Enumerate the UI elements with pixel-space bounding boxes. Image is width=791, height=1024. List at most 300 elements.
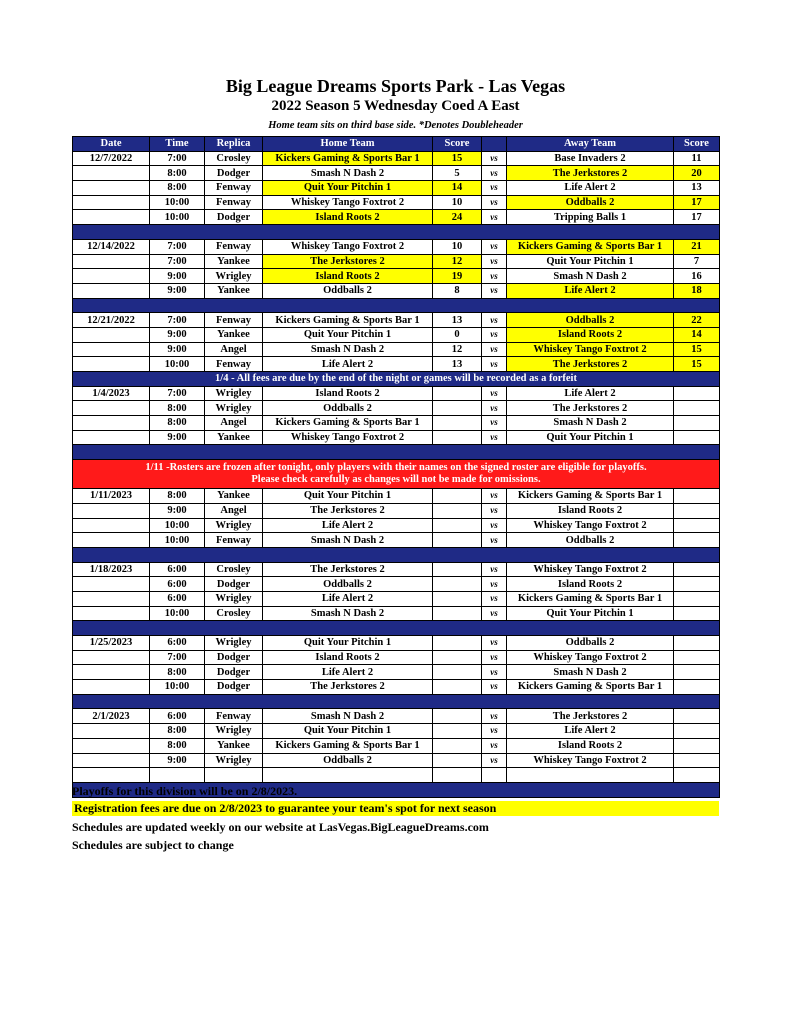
home-team: Oddballs 2	[263, 753, 433, 768]
game-row	[73, 503, 720, 518]
game-time: 10:00	[150, 518, 205, 533]
home-score	[433, 489, 482, 504]
game-replica-field: Fenway	[205, 357, 263, 372]
away-team: Smash N Dash 2	[507, 416, 674, 431]
game-replica-field: Fenway	[205, 181, 263, 196]
home-team: Kickers Gaming & Sports Bar 1	[263, 151, 433, 166]
away-team: Island Roots 2	[507, 738, 674, 753]
game-date	[73, 254, 150, 269]
home-team: Quit Your Pitchin 1	[263, 636, 433, 651]
away-score	[674, 591, 720, 606]
away-score	[674, 650, 720, 665]
home-score	[433, 650, 482, 665]
game-time: 8:00	[150, 724, 205, 739]
game-replica-field: Wrigley	[205, 401, 263, 416]
away-score: 18	[674, 283, 720, 298]
game-replica-field: Angel	[205, 342, 263, 357]
game-replica-field: Fenway	[205, 239, 263, 254]
game-replica-field: Fenway	[205, 195, 263, 210]
away-score	[674, 636, 720, 651]
away-score: 16	[674, 269, 720, 284]
separator-row	[73, 547, 720, 562]
game-time: 10:00	[150, 195, 205, 210]
game-row	[73, 210, 720, 225]
header-vs	[482, 137, 507, 152]
game-time: 9:00	[150, 430, 205, 445]
home-score	[433, 386, 482, 401]
home-team: Whiskey Tango Foxtrot 2	[263, 430, 433, 445]
game-row	[73, 768, 720, 783]
away-team: Tripping Balls 1	[507, 210, 674, 225]
away-score	[674, 665, 720, 680]
away-score	[674, 709, 720, 724]
away-team: The Jerkstores 2	[507, 357, 674, 372]
game-time: 6:00	[150, 577, 205, 592]
vs-label: vs	[482, 665, 507, 680]
game-date	[73, 342, 150, 357]
game-date	[73, 327, 150, 342]
game-replica-field: Dodger	[205, 577, 263, 592]
home-team: Smash N Dash 2	[263, 342, 433, 357]
game-time: 7:00	[150, 386, 205, 401]
game-row	[73, 591, 720, 606]
game-replica-field: Dodger	[205, 665, 263, 680]
game-date: 1/18/2023	[73, 562, 150, 577]
game-time: 6:00	[150, 709, 205, 724]
home-score: 14	[433, 181, 482, 196]
away-score	[674, 738, 720, 753]
vs-label: vs	[482, 181, 507, 196]
roster-notice	[73, 460, 720, 489]
home-score	[433, 518, 482, 533]
game-time: 9:00	[150, 327, 205, 342]
game-time: 7:00	[150, 239, 205, 254]
home-score	[433, 591, 482, 606]
vs-label: vs	[482, 269, 507, 284]
away-team: Base Invaders 2	[507, 151, 674, 166]
home-score	[433, 768, 482, 783]
vs-label: vs	[482, 254, 507, 269]
away-score	[674, 416, 720, 431]
away-score	[674, 401, 720, 416]
game-replica-field: Dodger	[205, 650, 263, 665]
away-score: 7	[674, 254, 720, 269]
away-team: Island Roots 2	[507, 503, 674, 518]
website-note: Schedules are updated weekly on our website at LasVegas.BigLeagueDreams.com	[72, 820, 489, 834]
vs-label: vs	[482, 430, 507, 445]
game-replica-field	[205, 768, 263, 783]
header-away-score: Score	[674, 137, 720, 152]
vs-label: vs	[482, 533, 507, 548]
game-date: 12/21/2022	[73, 313, 150, 328]
game-time: 9:00	[150, 503, 205, 518]
game-time: 9:00	[150, 753, 205, 768]
away-score: 21	[674, 239, 720, 254]
home-score: 0	[433, 327, 482, 342]
game-date: 1/4/2023	[73, 386, 150, 401]
page-subtitle: 2022 Season 5 Wednesday Coed A East	[271, 98, 520, 114]
away-score: 17	[674, 210, 720, 225]
fee-notice: 1/4 - All fees are due by the end of the night or games will be recorded as a forfeit	[73, 372, 720, 387]
game-row	[73, 151, 720, 166]
home-score: 15	[433, 151, 482, 166]
game-date: 12/7/2022	[73, 151, 150, 166]
game-time: 8:00	[150, 738, 205, 753]
home-score: 13	[433, 357, 482, 372]
away-team: Smash N Dash 2	[507, 269, 674, 284]
game-replica-field: Angel	[205, 503, 263, 518]
away-score: 15	[674, 357, 720, 372]
game-time: 7:00	[150, 151, 205, 166]
away-score	[674, 680, 720, 695]
game-time: 8:00	[150, 665, 205, 680]
away-team: Life Alert 2	[507, 181, 674, 196]
fee-notice-row	[73, 372, 720, 387]
game-time: 7:00	[150, 254, 205, 269]
game-replica-field: Fenway	[205, 313, 263, 328]
game-replica-field: Crosley	[205, 606, 263, 621]
away-team: Whiskey Tango Foxtrot 2	[507, 342, 674, 357]
separator-cell	[73, 621, 720, 636]
vs-label: vs	[482, 416, 507, 431]
header-replica: Replica	[205, 137, 263, 152]
vs-label: vs	[482, 636, 507, 651]
game-time: 8:00	[150, 401, 205, 416]
home-team: Smash N Dash 2	[263, 166, 433, 181]
game-replica-field: Fenway	[205, 709, 263, 724]
vs-label: vs	[482, 283, 507, 298]
home-score: 8	[433, 283, 482, 298]
separator-row	[73, 445, 720, 460]
home-score	[433, 503, 482, 518]
vs-label: vs	[482, 577, 507, 592]
game-replica-field: Fenway	[205, 533, 263, 548]
game-replica-field: Yankee	[205, 327, 263, 342]
game-date	[73, 430, 150, 445]
game-row	[73, 680, 720, 695]
game-row	[73, 195, 720, 210]
home-score: 12	[433, 342, 482, 357]
game-time: 10:00	[150, 680, 205, 695]
away-score	[674, 606, 720, 621]
game-row	[73, 518, 720, 533]
home-score	[433, 533, 482, 548]
vs-label: vs	[482, 591, 507, 606]
game-row	[73, 166, 720, 181]
home-team: Whiskey Tango Foxtrot 2	[263, 239, 433, 254]
game-replica-field: Wrigley	[205, 386, 263, 401]
game-time: 6:00	[150, 636, 205, 651]
vs-label: vs	[482, 518, 507, 533]
header-home-team: Home Team	[263, 137, 433, 152]
roster-notice-line-2: Please check carefully as changes will not be made for omissions.	[251, 474, 541, 486]
home-team: Quit Your Pitchin 1	[263, 489, 433, 504]
away-score	[674, 724, 720, 739]
registration-note: Registration fees are due on 2/8/2023 to guarantee your team's spot for next season	[72, 801, 719, 816]
game-date	[73, 753, 150, 768]
game-replica-field: Angel	[205, 416, 263, 431]
away-team: Quit Your Pitchin 1	[507, 430, 674, 445]
game-date: 2/1/2023	[73, 709, 150, 724]
change-note: Schedules are subject to change	[72, 838, 234, 852]
vs-label: vs	[482, 680, 507, 695]
game-date	[73, 724, 150, 739]
home-team: Life Alert 2	[263, 665, 433, 680]
game-time: 8:00	[150, 489, 205, 504]
game-time: 10:00	[150, 533, 205, 548]
vs-label: vs	[482, 151, 507, 166]
away-score: 11	[674, 151, 720, 166]
table-header-row	[73, 137, 720, 152]
separator-row	[73, 225, 720, 240]
away-score: 22	[674, 313, 720, 328]
schedule-note: Home team sits on third base side. *Denotes Doubleheader	[268, 120, 523, 131]
separator-row	[73, 621, 720, 636]
game-row	[73, 562, 720, 577]
away-team: Kickers Gaming & Sports Bar 1	[507, 489, 674, 504]
game-time: 7:00	[150, 650, 205, 665]
home-score	[433, 636, 482, 651]
home-team: Kickers Gaming & Sports Bar 1	[263, 313, 433, 328]
home-score: 19	[433, 269, 482, 284]
game-date: 1/25/2023	[73, 636, 150, 651]
away-team: Island Roots 2	[507, 577, 674, 592]
game-row	[73, 489, 720, 504]
game-row	[73, 650, 720, 665]
home-score	[433, 562, 482, 577]
game-row	[73, 357, 720, 372]
game-date	[73, 606, 150, 621]
game-replica-field: Wrigley	[205, 724, 263, 739]
away-score	[674, 768, 720, 783]
away-team: Oddballs 2	[507, 313, 674, 328]
game-replica-field: Yankee	[205, 430, 263, 445]
game-date	[73, 577, 150, 592]
game-date	[73, 650, 150, 665]
vs-label: vs	[482, 357, 507, 372]
away-team: Whiskey Tango Foxtrot 2	[507, 650, 674, 665]
home-score: 13	[433, 313, 482, 328]
home-score: 5	[433, 166, 482, 181]
vs-label: vs	[482, 239, 507, 254]
vs-label: vs	[482, 724, 507, 739]
away-score	[674, 386, 720, 401]
away-score: 13	[674, 181, 720, 196]
home-score	[433, 577, 482, 592]
game-date	[73, 210, 150, 225]
vs-label: vs	[482, 195, 507, 210]
away-score	[674, 503, 720, 518]
separator-cell	[73, 225, 720, 240]
away-score	[674, 430, 720, 445]
game-date	[73, 591, 150, 606]
home-team: Quit Your Pitchin 1	[263, 327, 433, 342]
away-team: Kickers Gaming & Sports Bar 1	[507, 591, 674, 606]
home-score	[433, 430, 482, 445]
home-team: Kickers Gaming & Sports Bar 1	[263, 738, 433, 753]
vs-label: vs	[482, 650, 507, 665]
away-team: Kickers Gaming & Sports Bar 1	[507, 239, 674, 254]
vs-label: vs	[482, 327, 507, 342]
game-replica-field: Crosley	[205, 151, 263, 166]
separator-cell	[73, 445, 720, 460]
schedule-table	[72, 136, 720, 798]
game-replica-field: Wrigley	[205, 269, 263, 284]
home-team: Kickers Gaming & Sports Bar 1	[263, 416, 433, 431]
home-team: Island Roots 2	[263, 210, 433, 225]
separator-cell	[73, 298, 720, 313]
vs-label: vs	[482, 562, 507, 577]
game-date	[73, 401, 150, 416]
game-row	[73, 753, 720, 768]
game-date	[73, 768, 150, 783]
separator-row	[73, 694, 720, 709]
away-score: 14	[674, 327, 720, 342]
away-score: 17	[674, 195, 720, 210]
home-team: Island Roots 2	[263, 269, 433, 284]
game-date	[73, 738, 150, 753]
home-team: The Jerkstores 2	[263, 503, 433, 518]
game-date	[73, 269, 150, 284]
game-replica-field: Yankee	[205, 254, 263, 269]
vs-label: vs	[482, 753, 507, 768]
home-score: 10	[433, 195, 482, 210]
game-replica-field: Wrigley	[205, 753, 263, 768]
away-score	[674, 533, 720, 548]
game-time: 9:00	[150, 283, 205, 298]
home-score	[433, 680, 482, 695]
home-team: Island Roots 2	[263, 650, 433, 665]
roster-notice-row	[73, 460, 720, 489]
away-team: Smash N Dash 2	[507, 665, 674, 680]
away-team: Whiskey Tango Foxtrot 2	[507, 562, 674, 577]
home-team: Smash N Dash 2	[263, 709, 433, 724]
game-time: 8:00	[150, 166, 205, 181]
game-row	[73, 181, 720, 196]
game-replica-field: Crosley	[205, 562, 263, 577]
home-team: Quit Your Pitchin 1	[263, 181, 433, 196]
game-date	[73, 518, 150, 533]
game-row	[73, 327, 720, 342]
game-time: 10:00	[150, 357, 205, 372]
game-replica-field: Yankee	[205, 738, 263, 753]
home-score	[433, 724, 482, 739]
game-date	[73, 416, 150, 431]
home-team: Island Roots 2	[263, 386, 433, 401]
home-team: The Jerkstores 2	[263, 254, 433, 269]
game-time: 8:00	[150, 181, 205, 196]
home-score	[433, 416, 482, 431]
home-team: Whiskey Tango Foxtrot 2	[263, 195, 433, 210]
away-team: Island Roots 2	[507, 327, 674, 342]
away-team: Whiskey Tango Foxtrot 2	[507, 753, 674, 768]
header-time: Time	[150, 137, 205, 152]
game-date	[73, 283, 150, 298]
away-score	[674, 562, 720, 577]
game-date	[73, 503, 150, 518]
vs-label: vs	[482, 709, 507, 724]
away-team: Kickers Gaming & Sports Bar 1	[507, 680, 674, 695]
away-team: Oddballs 2	[507, 533, 674, 548]
game-row	[73, 254, 720, 269]
away-team: Quit Your Pitchin 1	[507, 606, 674, 621]
away-team	[507, 768, 674, 783]
away-score	[674, 577, 720, 592]
game-row	[73, 416, 720, 431]
game-replica-field: Dodger	[205, 210, 263, 225]
game-replica-field: Dodger	[205, 166, 263, 181]
game-time: 10:00	[150, 210, 205, 225]
home-score: 10	[433, 239, 482, 254]
game-time: 9:00	[150, 269, 205, 284]
home-score	[433, 606, 482, 621]
game-row	[73, 239, 720, 254]
game-row	[73, 401, 720, 416]
game-replica-field: Wrigley	[205, 518, 263, 533]
away-team: Life Alert 2	[507, 283, 674, 298]
vs-label: vs	[482, 313, 507, 328]
game-row	[73, 577, 720, 592]
home-team	[263, 768, 433, 783]
away-team: Life Alert 2	[507, 386, 674, 401]
home-team: The Jerkstores 2	[263, 680, 433, 695]
vs-label: vs	[482, 386, 507, 401]
home-score	[433, 738, 482, 753]
game-time: 6:00	[150, 562, 205, 577]
roster-notice-line-1: 1/11 -Rosters are frozen after tonight, only players with their names on the signed roster are eligible for playoffs.	[145, 462, 647, 474]
away-team: The Jerkstores 2	[507, 709, 674, 724]
game-replica-field: Yankee	[205, 489, 263, 504]
game-row	[73, 342, 720, 357]
home-team: The Jerkstores 2	[263, 562, 433, 577]
game-row	[73, 430, 720, 445]
home-team: Life Alert 2	[263, 357, 433, 372]
home-score	[433, 665, 482, 680]
home-score: 24	[433, 210, 482, 225]
game-date	[73, 533, 150, 548]
vs-label: vs	[482, 210, 507, 225]
away-score: 20	[674, 166, 720, 181]
schedule-body	[73, 151, 720, 797]
game-row	[73, 738, 720, 753]
game-replica-field: Yankee	[205, 283, 263, 298]
separator-cell	[73, 694, 720, 709]
home-team: Smash N Dash 2	[263, 533, 433, 548]
game-date	[73, 166, 150, 181]
vs-label: vs	[482, 342, 507, 357]
game-time: 9:00	[150, 342, 205, 357]
header-date: Date	[73, 137, 150, 152]
away-team: The Jerkstores 2	[507, 401, 674, 416]
away-score	[674, 753, 720, 768]
vs-label: vs	[482, 606, 507, 621]
home-score	[433, 401, 482, 416]
game-date: 12/14/2022	[73, 239, 150, 254]
away-score: 15	[674, 342, 720, 357]
away-team: Life Alert 2	[507, 724, 674, 739]
away-score	[674, 518, 720, 533]
playoffs-note: Playoffs for this division will be on 2/8/2023.	[72, 784, 298, 798]
separator-cell	[73, 547, 720, 562]
game-row	[73, 636, 720, 651]
game-time: 6:00	[150, 591, 205, 606]
away-team: The Jerkstores 2	[507, 166, 674, 181]
game-row	[73, 709, 720, 724]
home-team: Smash N Dash 2	[263, 606, 433, 621]
game-replica-field: Dodger	[205, 680, 263, 695]
home-team: Oddballs 2	[263, 283, 433, 298]
away-team: Oddballs 2	[507, 195, 674, 210]
